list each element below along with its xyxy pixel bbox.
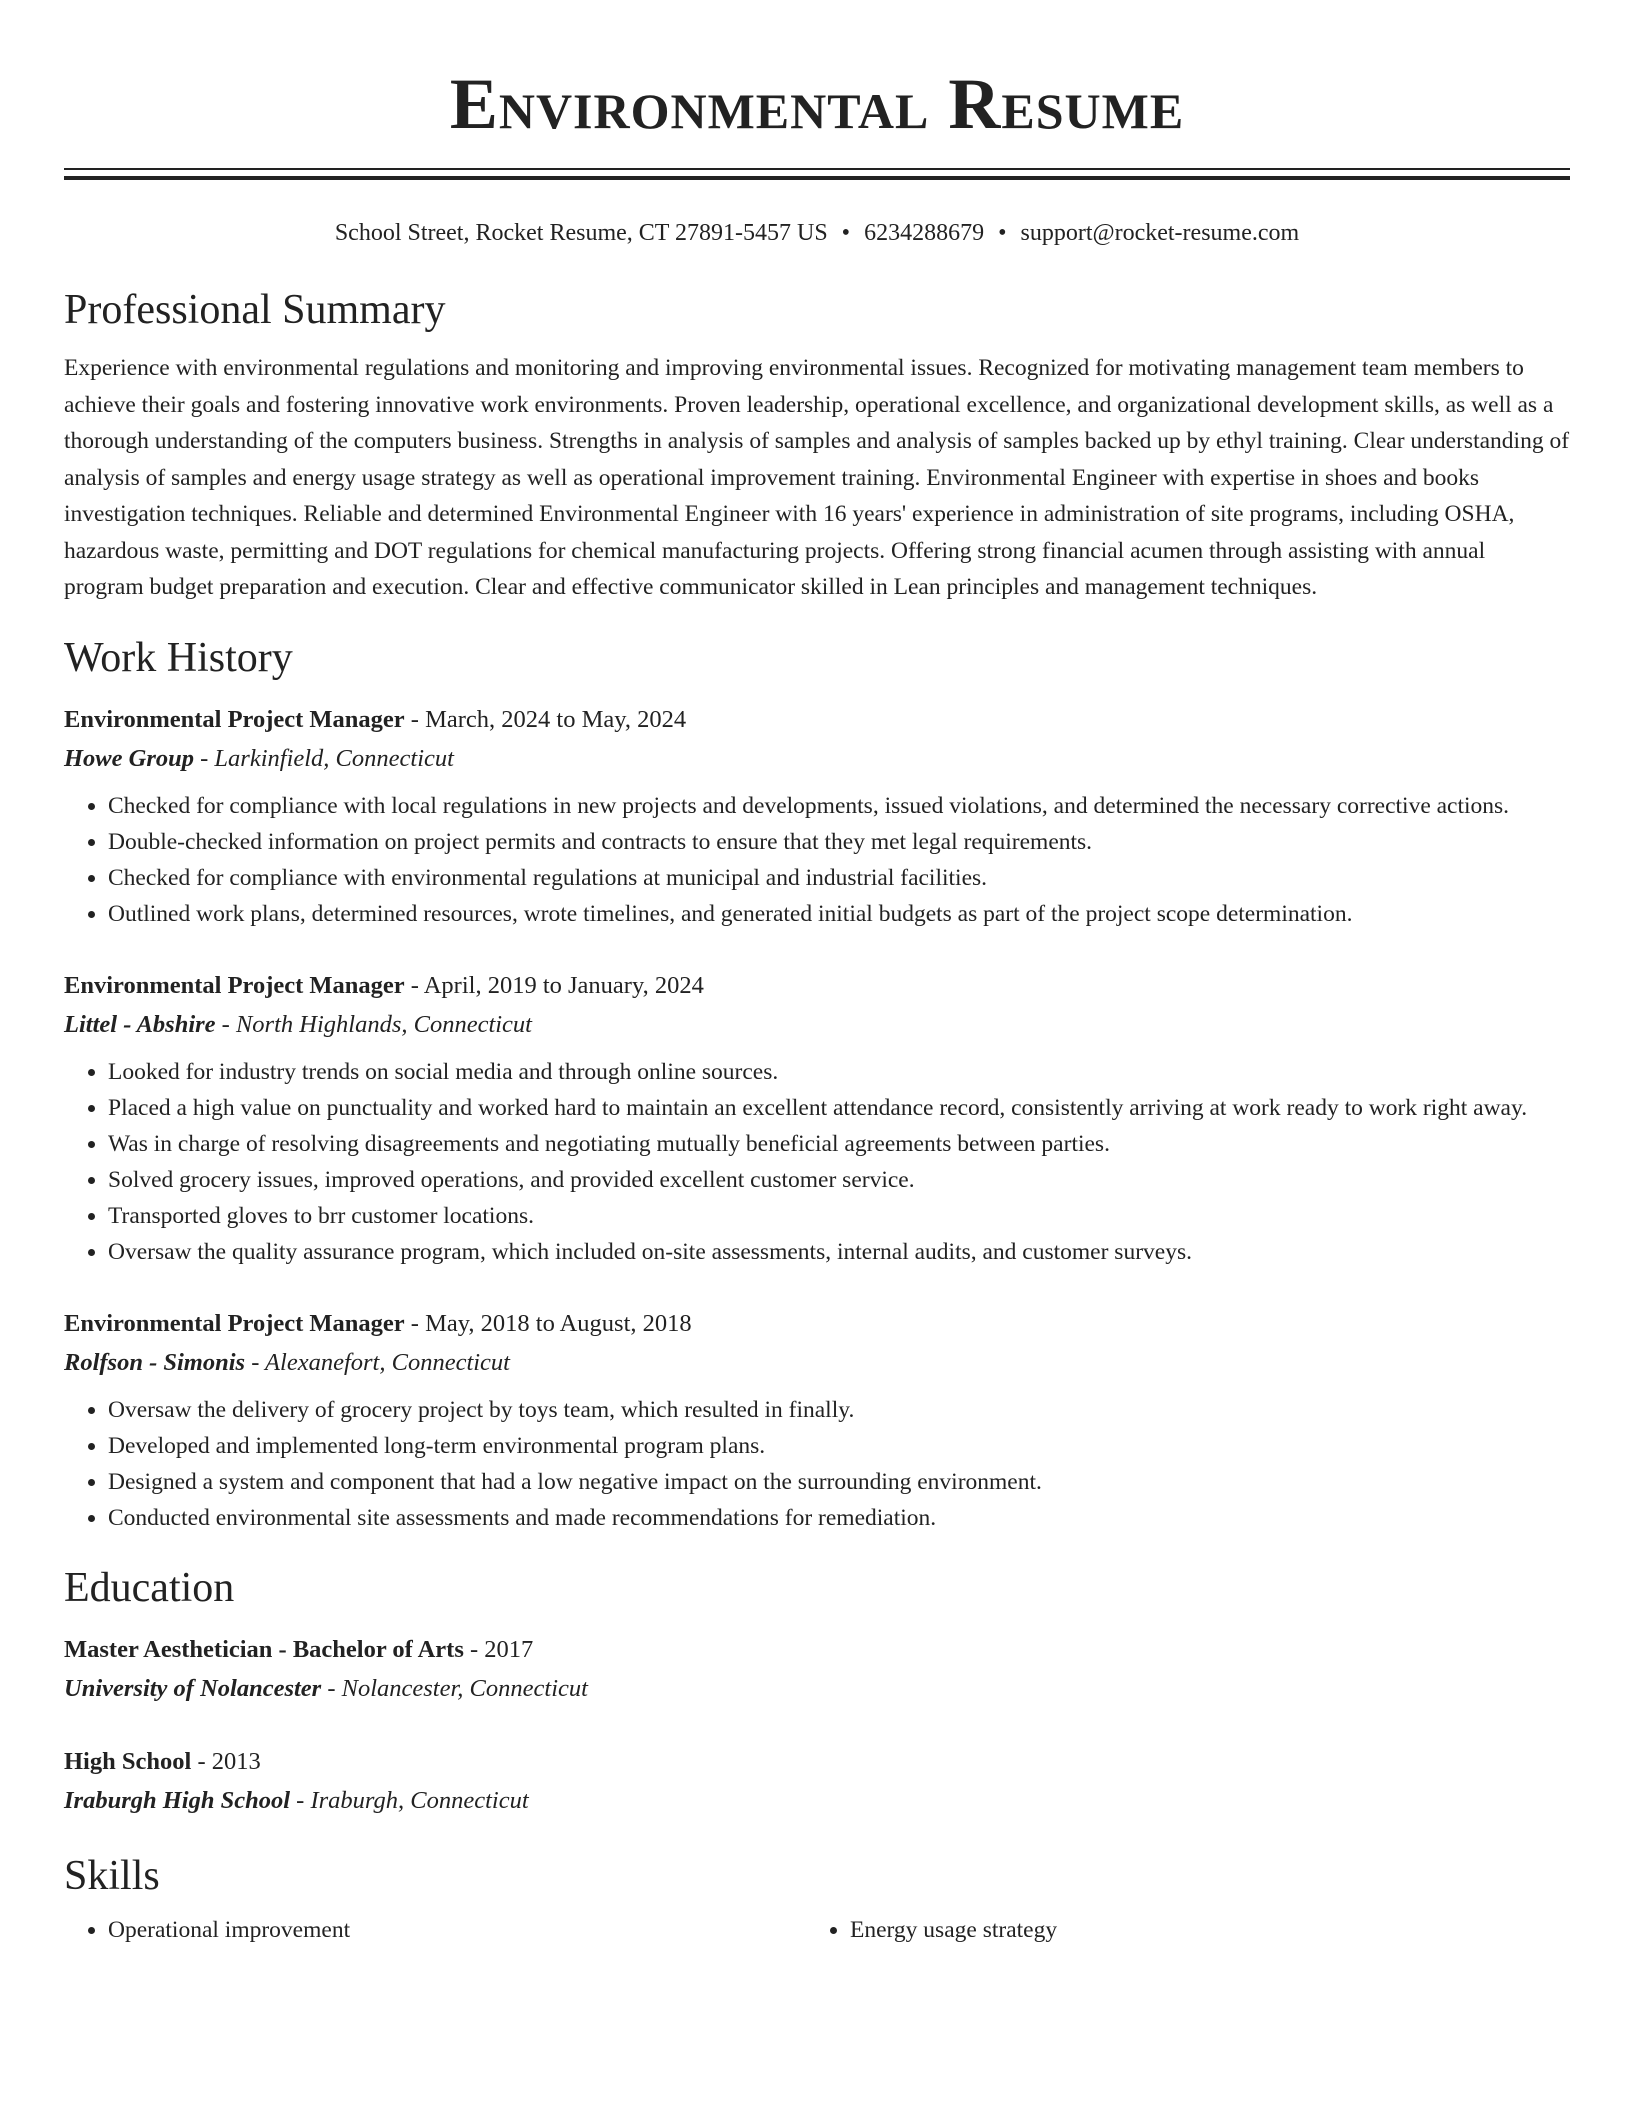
contact-phone: 6234288679 <box>864 220 985 246</box>
education-school-line <box>64 1781 1570 1820</box>
section-heading-work: Work History <box>64 634 293 681</box>
job-title-line <box>64 700 1570 739</box>
section-heading-education: Education <box>64 1564 235 1611</box>
contact-address: School Street, Rocket Resume, CT 27891-5457 US <box>334 220 828 246</box>
contact-line <box>64 216 1570 250</box>
title-divider-thin <box>64 168 1570 170</box>
list-item: • Conducted environmental site assessments and made recommendations for remediation. <box>108 1500 1570 1536</box>
education-school: University of Nolancester <box>64 1674 322 1702</box>
section-heading-summary: Professional Summary <box>64 287 446 333</box>
education-degree-line <box>64 1742 1570 1781</box>
list-item: • Outlined work plans, determined resources, wrote timelines, and generated initial budgets as part of the project scope determination. <box>108 896 1570 932</box>
education-degree-line <box>64 1630 1570 1669</box>
list-item: • Looked for industry trends on social media and through online sources. <box>108 1054 1570 1090</box>
list-item: • Solved grocery issues, improved operations, and provided excellent customer service. <box>108 1162 1570 1198</box>
job-location: - Larkinfield, Connecticut <box>194 744 454 772</box>
education-year: - 2013 <box>191 1747 261 1775</box>
education-degree: Master Aesthetician - Bachelor of Arts <box>64 1635 464 1663</box>
education-school: Iraburgh High School <box>64 1786 291 1814</box>
job-company-line <box>64 739 1570 778</box>
list-item: • Double-checked information on project permits and contracts to ensure that they met legal requirements. <box>108 824 1570 860</box>
list-item: • Designed a system and component that had a low negative impact on the surrounding environment. <box>108 1464 1570 1500</box>
job-entry <box>64 966 1570 1270</box>
list-item: • Transported gloves to brr customer locations. <box>108 1198 1570 1234</box>
job-company-line <box>64 1005 1570 1044</box>
skill-item: • Energy usage strategy <box>850 1912 1548 1948</box>
education-school-line <box>64 1669 1570 1708</box>
contact-email: support@rocket-resume.com <box>1020 220 1300 246</box>
job-dates: - May, 2018 to August, 2018 <box>404 1309 692 1337</box>
list-item: • Checked for compliance with environmental regulations at municipal and industrial facilities. <box>108 860 1570 896</box>
job-dates: - March, 2024 to May, 2024 <box>404 705 687 733</box>
summary-text: Experience with environmental regulations and monitoring and improving environmental issues. Recognized for motivating management team members to achieve their goals and fostering innovative work environments. Proven leadership, operational excellence, and organizational development skills, as well as a thorough understanding of the computers business. Strengths in analysis of samples and analysis of samples backed up by ethyl training. Clear understanding of analysis of samples and energy usage strategy as well as operational improvement training. Environmental Engineer with expertise in shoes and books investigation techniques. Reliable and determined Environmental Engineer with 16 years' experience in administration of site programs, including OSHA, hazardous waste, permitting and DOT regulations for chemical manufacturing projects. Offering strong financial acumen through assisting with annual program budget preparation and execution. Clear and effective communicator skilled in Lean principles and management techniques. <box>64 355 1570 600</box>
job-company-line <box>64 1343 1570 1382</box>
job-entry <box>64 1304 1570 1536</box>
contact-separator: • <box>998 220 1007 246</box>
list-item: • Checked for compliance with local regulations in new projects and developments, issued violations, and determined the necessary corrective actions. <box>108 788 1570 824</box>
job-bullets <box>64 1392 1570 1536</box>
job-location: - Alexanefort, Connecticut <box>245 1348 510 1376</box>
skill-item: • Operational improvement <box>108 1912 806 1948</box>
job-company: Rolfson - Simonis <box>64 1348 246 1376</box>
resume-title: Environmental Resume <box>449 64 1185 144</box>
job-title: Environmental Project Manager <box>64 1309 405 1337</box>
skills-column-right <box>806 1912 1548 1948</box>
job-company: Littel - Abshire <box>64 1010 216 1038</box>
list-item: • Developed and implemented long-term environmental program plans. <box>108 1428 1570 1464</box>
skills-column-left <box>64 1912 806 1948</box>
job-title: Environmental Project Manager <box>64 705 405 733</box>
job-bullets <box>64 1054 1570 1270</box>
contact-separator: • <box>841 220 851 246</box>
skills-grid <box>64 1906 1570 1948</box>
list-item: • Placed a high value on punctuality and worked hard to maintain an excellent attendance record, consistently arriving at work ready to work right away. <box>108 1090 1570 1126</box>
title-divider-thick <box>64 176 1570 180</box>
section-heading-skills: Skills <box>64 1852 160 1899</box>
list-item: • Oversaw the delivery of grocery project by toys team, which resulted in finally. <box>108 1392 1570 1428</box>
job-dates: - April, 2019 to January, 2024 <box>404 971 704 999</box>
education-location: - Nolancester, Connecticut <box>321 1674 588 1702</box>
education-entry <box>64 1630 1570 1708</box>
job-title-line <box>64 1304 1570 1343</box>
list-item: • Oversaw the quality assurance program, which included on-site assessments, internal audits, and customer surveys. <box>108 1234 1570 1270</box>
job-title-line <box>64 966 1570 1005</box>
job-entry <box>64 700 1570 932</box>
job-company: Howe Group <box>64 744 195 772</box>
education-entry <box>64 1742 1570 1820</box>
education-location: - Iraburgh, Connecticut <box>290 1786 529 1814</box>
education-year: - 2017 <box>463 1635 534 1663</box>
job-bullets <box>64 788 1570 932</box>
job-title: Environmental Project Manager <box>64 971 405 999</box>
resume-page <box>64 0 1570 1948</box>
education-degree: High School <box>64 1747 192 1775</box>
job-location: - North Highlands, Connecticut <box>215 1010 532 1038</box>
list-item: • Was in charge of resolving disagreements and negotiating mutually beneficial agreements between parties. <box>108 1126 1570 1162</box>
